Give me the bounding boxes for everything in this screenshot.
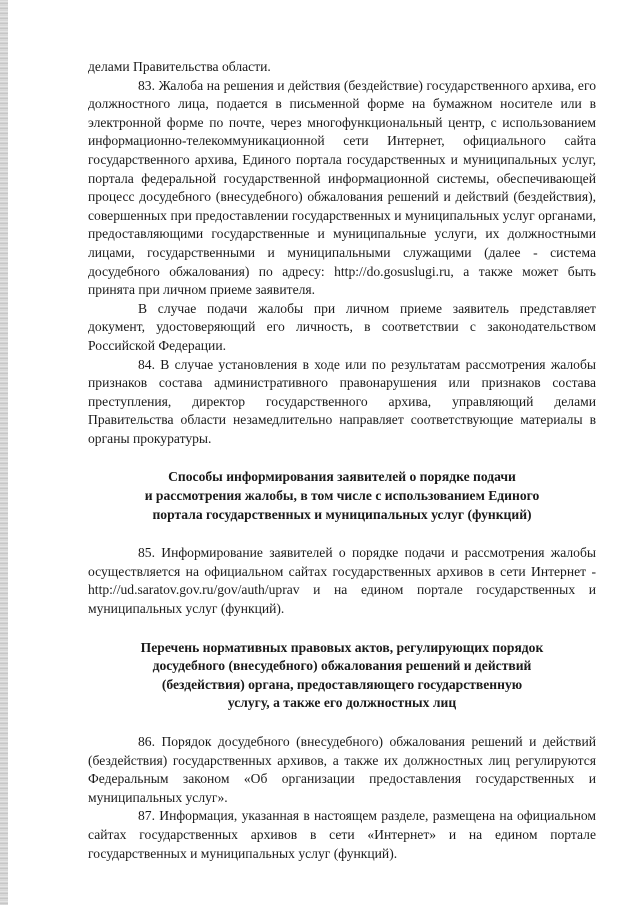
section-heading-informing: [88, 468, 596, 524]
document-page: [88, 58, 596, 863]
paragraph-87: 87. Информация, указанная в настоящем разделе, размещена на официальном сайтах государственных архивов в сети «Интернет» и на едином портале государственных и муниципальных услуг (функций).: [88, 808, 596, 861]
paragraph-83: 83. Жалоба на решения и действия (бездействие) государственного архива, его должностного лица, подается в письменной форме на бумажном носителе или в электронной форме по почте, через многофункциональный центр, с использованием информационно-телекоммуникационной сети Интернет, официального сайта государственного архива, Единого портала государственных и муниципальных услуг, портала федеральной государственной информационной системы, обеспечивающей процесс досудебного (внесудебного) обжалования решений и действий (бездействия), совершенных при предоставлении государственных и муниципальных услуг органами, предоставляющими государственные и муниципальные услуги, их должностными лицами, государственными и муниципальными служащими (далее - система досудебного обжалования) по адресу: http://do.gosuslugi.ru, а также может быть принята при личном приеме заявителя.: [88, 77, 596, 298]
paragraph-83-personal: В случае подачи жалобы при личном приеме заявитель представляет документ, удостоверяющий его личность, в соответствии с законодательством Российской Федерации.: [88, 300, 596, 353]
heading-line: досудебного (внесудебного) обжалования решений и действий: [152, 658, 532, 674]
heading-line: и рассмотрения жалобы, в том числе с использованием Единого: [144, 488, 540, 504]
paragraph-85: 85. Информирование заявителей о порядке подачи и рассмотрения жалобы осуществляется на официальном сайтах государственных архивов в сети Интернет - http://ud.saratov.gov.ru/gov/auth/uprav и на едином портале государственных и муниципальных услуг (функций).: [88, 545, 596, 617]
section-heading-regulations: [88, 639, 596, 713]
paragraph-84: 84. В случае установления в ходе или по результатам рассмотрения жалобы признаков состава административного правонарушения или признаков состава преступления, директор государственного архива, управляющий делами Правительства области незамедлительно направляет соответствующие материалы в органы прокуратуры.: [88, 356, 596, 446]
heading-line: (бездействия) органа, предоставляющего государственную: [161, 676, 523, 692]
heading-line: Способы информирования заявителей о порядке подачи: [168, 469, 516, 485]
heading-line: Перечень нормативных правовых актов, регулирующих порядок: [140, 639, 544, 655]
heading-line: услугу, а также его должностных лиц: [227, 695, 457, 711]
scan-edge: [0, 0, 8, 905]
paragraph-continuation: делами Правительства области.: [88, 59, 271, 74]
paragraph-86: 86. Порядок досудебного (внесудебного) обжалования решений и действий (бездействия) государственных архивов, а также их должностных лиц регулируются Федеральным законом «Об организации предоставления государственных и муниципальных услуг».: [88, 734, 596, 805]
heading-line: портала государственных и муниципальных услуг (функций): [152, 506, 532, 522]
